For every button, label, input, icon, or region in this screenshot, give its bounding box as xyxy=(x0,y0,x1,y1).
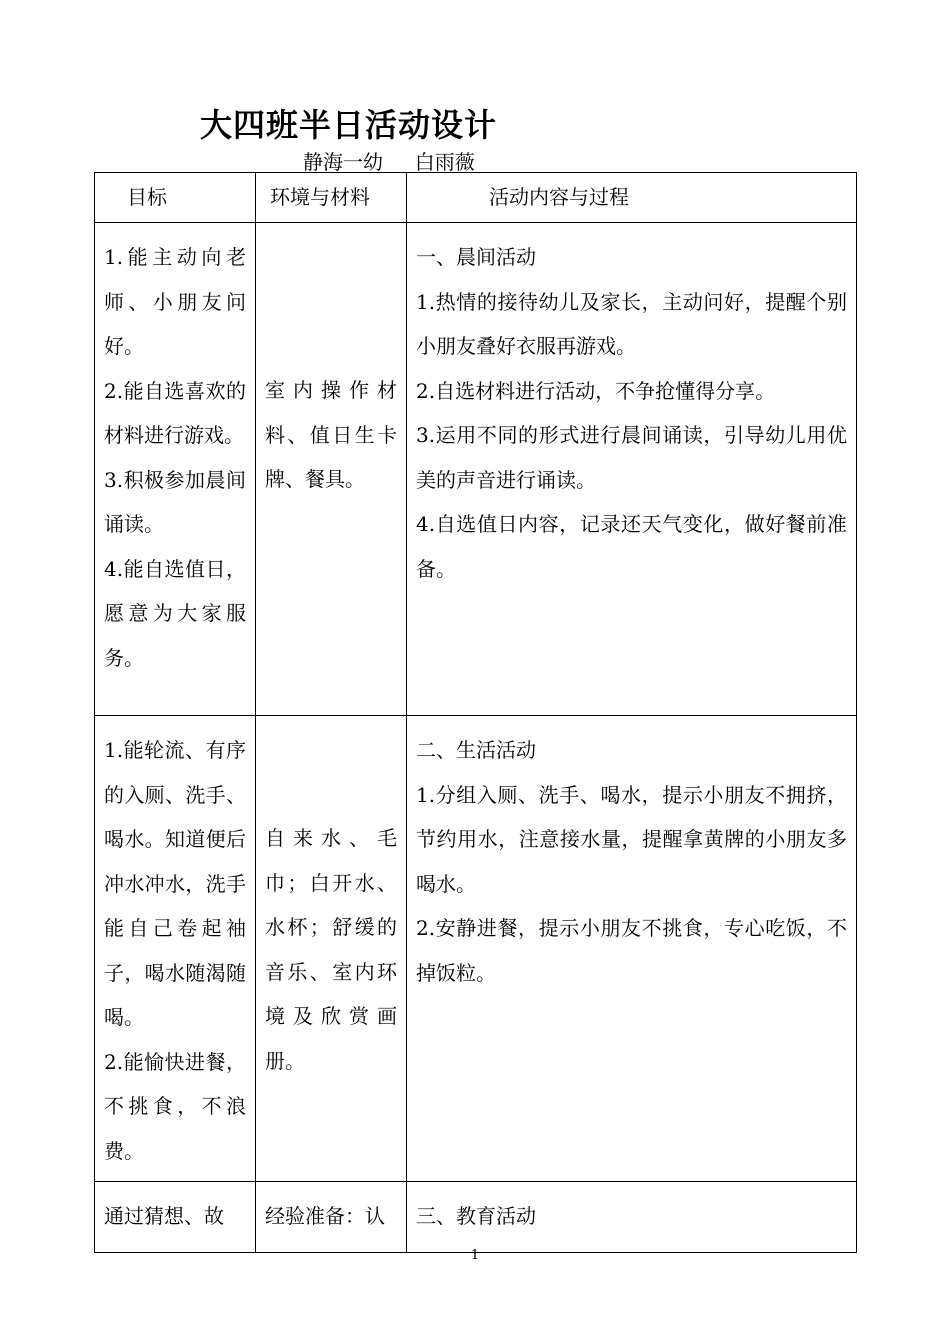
content-cell xyxy=(407,716,857,1182)
goals-cell xyxy=(95,1182,256,1253)
document-title: 大四班半日活动设计 xyxy=(200,106,498,144)
content-item: 1.分组入厕、洗手、喝水，提示小朋友不拥挤，节约用水，注意接水量，提醒拿黄牌的小朋友多喝水。 xyxy=(416,782,847,896)
goal-item: 2.能自选喜欢的材料进行游戏。 xyxy=(104,378,246,447)
content-heading: 一、晨间活动 xyxy=(416,245,536,269)
table-row xyxy=(95,1182,857,1253)
content-item: 2.自选材料进行活动，不争抢懂得分享。 xyxy=(416,378,776,403)
goal-item: 1.能轮流、有序的入厕、洗手、喝水。知道便后冲水冲水，洗手能自己卷起袖子，喝水随渴随喝。 xyxy=(104,738,246,1029)
activity-plan-table xyxy=(94,172,857,1253)
header-content: 活动内容与过程 xyxy=(407,173,857,223)
materials-cell xyxy=(256,1182,407,1253)
materials-text: 室内操作材料、值日生卡牌、餐具。 xyxy=(265,378,397,491)
goal-item: 3.积极参加晨间诵读。 xyxy=(104,467,246,536)
content-cell xyxy=(407,223,857,716)
content-heading: 二、生活活动 xyxy=(416,738,536,762)
goals-cell xyxy=(95,716,256,1182)
materials-cell xyxy=(256,716,407,1182)
content-heading: 三、教育活动 xyxy=(416,1204,536,1228)
header-materials: 环境与材料 xyxy=(256,173,407,223)
document-subtitle: 静海一幼 白雨薇 xyxy=(303,150,475,174)
materials-text: 自来水、毛巾；白开水、水杯；舒缓的音乐、室内环境及欣赏画册。 xyxy=(265,826,397,1073)
header-goals: 目标 xyxy=(95,173,256,223)
table-row xyxy=(95,223,857,716)
content-item: 2.安静进餐，提示小朋友不挑食，专心吃饭，不掉饭粒。 xyxy=(416,916,847,985)
content-item: 3.运用不同的形式进行晨间诵读，引导幼儿用优美的声音进行诵读。 xyxy=(416,423,847,492)
goals-cell xyxy=(95,223,256,716)
content-item: 4.自选值日内容，记录还天气变化，做好餐前准备。 xyxy=(416,512,847,581)
content-item: 1.热情的接待幼儿及家长，主动问好，提醒个别小朋友叠好衣服再游戏。 xyxy=(416,289,847,358)
table-row xyxy=(95,716,857,1182)
materials-cell xyxy=(256,223,407,716)
goal-item: 通过猜想、故 xyxy=(104,1204,224,1228)
page-number: 1 xyxy=(470,1248,480,1263)
goal-item: 1.能主动向老师、小朋友问好。 xyxy=(104,245,246,358)
materials-text: 经验准备：认 xyxy=(265,1204,385,1228)
goal-item: 2.能愉快进餐，不挑食，不浪费。 xyxy=(104,1049,246,1163)
table-header-row xyxy=(95,173,857,223)
content-cell xyxy=(407,1182,857,1253)
goal-item: 4.能自选值日，愿意为大家服务。 xyxy=(104,556,246,670)
